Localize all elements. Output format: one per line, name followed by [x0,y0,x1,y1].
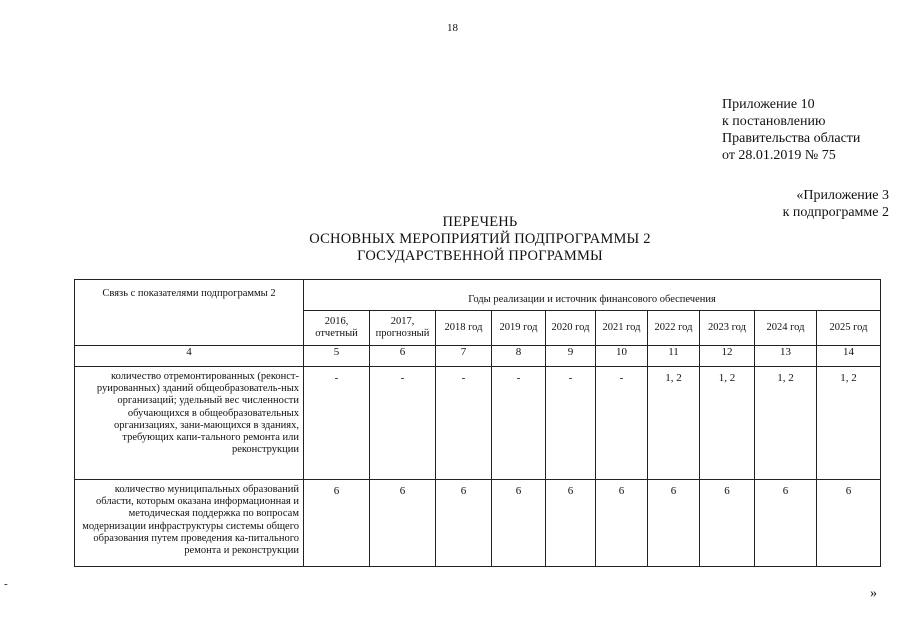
appendix-block [722,96,860,164]
column-number-cell: 7 [436,346,492,367]
header-link-cell: Связь с показателями подпрограммы 2 [75,280,304,346]
table-header-row [75,280,881,311]
value-cell: 6 [700,480,755,567]
column-number-cell: 10 [596,346,648,367]
closing-quote: » [870,586,877,601]
appendix-line: Правительства области [722,131,861,146]
value-cell: - [492,367,546,480]
value-cell: 6 [492,480,546,567]
value-cell: - [546,367,596,480]
table-row [75,480,881,567]
year-header-cell: 2023 год [700,311,755,346]
appendix-line: Приложение 10 [722,97,815,112]
year-header-cell: 2025 год [817,311,881,346]
column-number-cell: 13 [755,346,817,367]
reference-line: «Приложение 3 [796,188,889,203]
year-header-cell: 2020 год [546,311,596,346]
value-cell: 6 [436,480,492,567]
table-row [75,367,881,480]
subprogram-reference [783,187,889,221]
value-cell: 1, 2 [700,367,755,480]
header-years-cell: Годы реализации и источник финансового обеспечения [304,280,881,311]
year-header-cell: 2019 год [492,311,546,346]
column-number-cell: 9 [546,346,596,367]
page-number: 18 [447,22,458,34]
indicator-description-cell: количество отремонтированных (реконст-руированных) зданий общеобразователь-ных организаций; удельный вес численности обучающихся в общеобразовательных организациях, зани-мающихся в зданиях, требующих капи-тального ремонта или реконструкции [75,367,304,480]
value-cell: - [370,367,436,480]
year-header-cell: 2022 год [648,311,700,346]
value-cell: 6 [546,480,596,567]
title-line: ПЕРЕЧЕНЬ [442,214,518,230]
reference-line: к подпрограмме 2 [782,205,889,220]
year-header-cell: 2018 год [436,311,492,346]
column-number-cell: 12 [700,346,755,367]
value-cell: 1, 2 [648,367,700,480]
column-number-cell: 4 [75,346,304,367]
indicator-description-cell: количество муниципальных образований области, которым оказана информационная и методическая поддержка по вопросам модернизации инфраструктуры системы общего образования путем проведения ка-питального ремонта и реконструкции [75,480,304,567]
column-numbers-row [75,346,881,367]
value-cell: 6 [370,480,436,567]
title-line: ГОСУДАРСТВЕННОЙ ПРОГРАММЫ [357,248,603,264]
year-header-cell: 2016, отчетный [304,311,370,346]
appendix-line: от 28.01.2019 № 75 [722,148,836,163]
value-cell: - [304,367,370,480]
measures-table [74,279,881,567]
value-cell: - [436,367,492,480]
year-header-cell: 2021 год [596,311,648,346]
column-number-cell: 14 [817,346,881,367]
appendix-line: к постановлению [722,114,826,129]
column-number-cell: 6 [370,346,436,367]
year-header-cell: 2017, прогнозный [370,311,436,346]
title-line: ОСНОВНЫХ МЕРОПРИЯТИЙ ПОДПРОГРАММЫ 2 [309,231,651,247]
value-cell: 6 [755,480,817,567]
value-cell: - [596,367,648,480]
edge-mark: - [4,578,8,590]
value-cell: 6 [648,480,700,567]
column-number-cell: 8 [492,346,546,367]
document-title [280,214,680,265]
value-cell: 1, 2 [817,367,881,480]
year-header-cell: 2024 год [755,311,817,346]
value-cell: 6 [817,480,881,567]
column-number-cell: 11 [648,346,700,367]
value-cell: 1, 2 [755,367,817,480]
value-cell: 6 [304,480,370,567]
value-cell: 6 [596,480,648,567]
column-number-cell: 5 [304,346,370,367]
